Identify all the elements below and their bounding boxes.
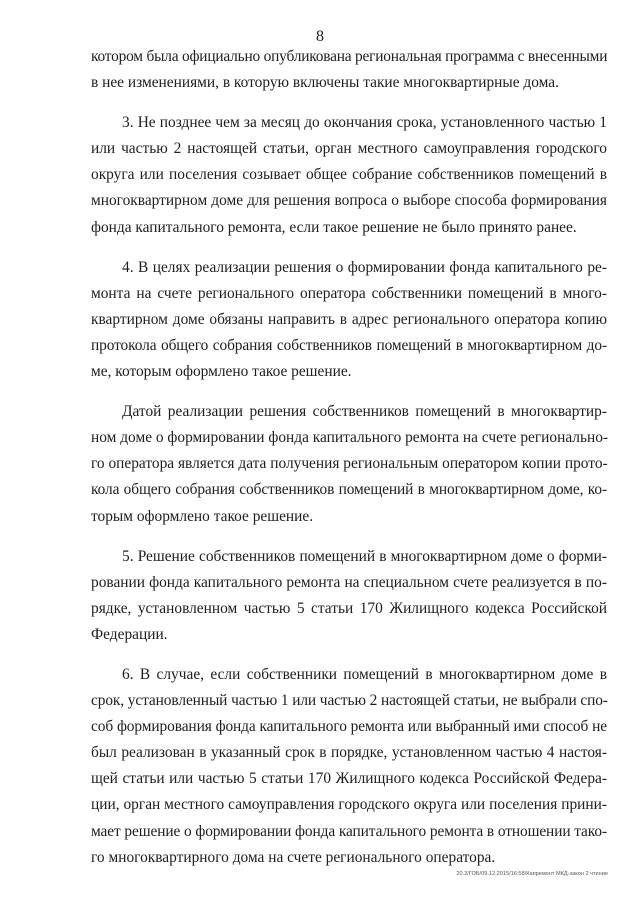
text-line: котором была официально опубликована региональная программа с внесенными bbox=[91, 48, 608, 65]
text-line: протокола общего собрания собственников помещений в многоквартирном до- bbox=[91, 336, 607, 354]
text-line: кола общего собрания собственников помещений в многоквартирном доме, ко- bbox=[91, 481, 607, 499]
text-line: рядке, установленном частью 5 статьи 170 Жилищного кодекса Российской bbox=[91, 599, 607, 617]
text-line: Датой реализации решения собственников помещений в многоквартир- bbox=[122, 403, 607, 421]
text-line: 3. Не позднее чем за месяц до окончания срока, установленного частью 1 bbox=[122, 114, 607, 132]
text-line: щей статьи или частью 5 статьи 170 Жилищного кодекса Российской Федера- bbox=[91, 770, 607, 788]
text-line: монта на счете регионального оператора собственники помещений в много- bbox=[91, 284, 607, 302]
text-line: торым оформлено такое решение. bbox=[91, 507, 314, 525]
document-footer-stamp: 20.3/ГОБ/09.12.2015/16:58/Капремонт МКД-закон 2 чтение bbox=[456, 871, 608, 877]
text-line: фонда капитального ремонта, если такое решение не было принято ранее. bbox=[91, 218, 577, 236]
text-line: го многоквартирного дома на счете регионального оператора. bbox=[91, 848, 496, 866]
text-line: или частью 2 настоящей статьи, орган местного самоуправления городского bbox=[91, 140, 607, 158]
text-line: ном доме о формировании фонда капитального ремонта на счете регионально- bbox=[91, 429, 609, 447]
text-line: срок, установленный частью 1 или частью 2 настоящей статьи, не выбрали спо- bbox=[91, 692, 608, 710]
text-line: ровании фонда капитального ремонта на специальном счете реализуется в по- bbox=[91, 573, 607, 591]
paragraph bbox=[91, 399, 607, 529]
text-line: 4. В целях реализации решения о формировании фонда капитального ре- bbox=[122, 258, 607, 276]
text-line: соб формирования фонда капитального ремонта или выбранный ими способ не bbox=[91, 718, 607, 736]
text-line: 6. В случае, если собственники помещений в многоквартирном доме в bbox=[122, 665, 607, 683]
paragraph bbox=[91, 662, 607, 871]
text-line: квартирном доме обязаны направить в адрес регионального оператора копию bbox=[91, 310, 607, 328]
page-number: 8 bbox=[316, 28, 324, 45]
text-line: в нее изменениями, в которую включены такие многоквартирные дома. bbox=[91, 74, 559, 92]
text-line: го оператора является дата получения региональным оператором копии прото- bbox=[91, 455, 608, 473]
paragraph bbox=[91, 44, 607, 96]
text-line: округа или поселения созывает общее собрание собственников помещений в bbox=[91, 166, 607, 184]
text-line: многоквартирном доме для решения вопроса о выборе способа формирования bbox=[91, 192, 607, 210]
text-line: ме, которым оформлено такое решение. bbox=[91, 363, 352, 381]
paragraph bbox=[91, 544, 607, 648]
paragraph bbox=[91, 255, 607, 385]
document-body bbox=[91, 44, 607, 871]
text-line: был реализован в указанный срок в порядке, установленном частью 4 настоя- bbox=[91, 744, 607, 762]
paragraph bbox=[91, 110, 607, 240]
text-line: 5. Решение собственников помещений в многоквартирном доме о форми- bbox=[122, 547, 607, 565]
text-line: Федерации. bbox=[91, 625, 168, 643]
text-line: мает решение о формировании фонда капитального ремонта в отношении тако- bbox=[91, 822, 607, 840]
text-line: ции, орган местного самоуправления городского округа или поселения прини- bbox=[91, 796, 607, 814]
